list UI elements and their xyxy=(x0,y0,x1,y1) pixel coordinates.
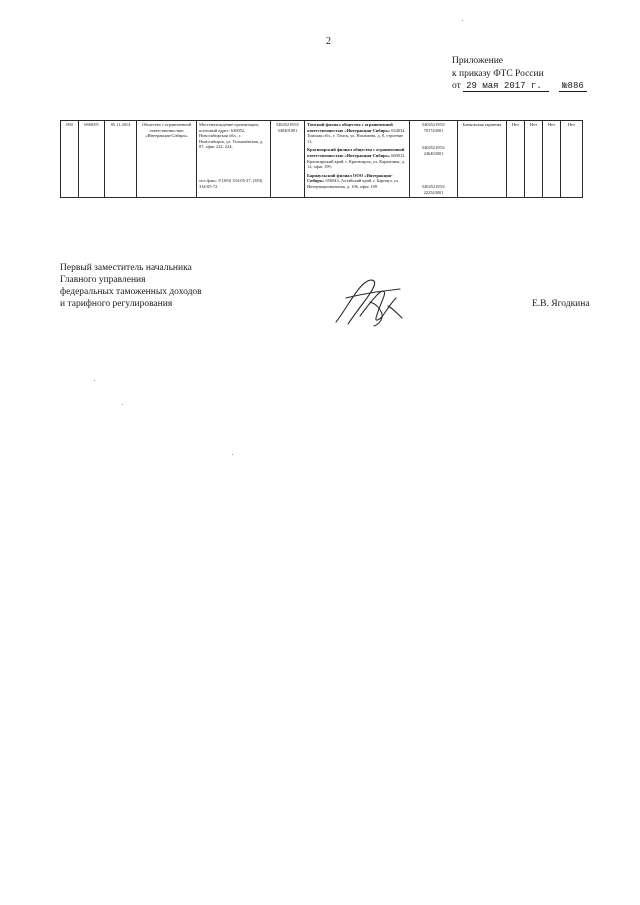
cell-branches xyxy=(305,121,410,198)
branch-barnaul xyxy=(307,173,407,190)
branch-address: 634034, Томская обл., г. Томск, ул. Нахимова, д. 8, строение 11; xyxy=(307,127,406,144)
cell-flag: Нет xyxy=(525,121,543,198)
signatory-title-line: и тарифного регулирования xyxy=(60,299,173,309)
signatory-title-line: федеральных таможенных доходов xyxy=(60,287,202,297)
appendix-header xyxy=(452,55,587,93)
branch-name: Барнаульский филиал ООО «Интеракция-Сибирь» xyxy=(307,172,393,184)
appendix-number: №886 xyxy=(559,81,587,92)
scan-speck xyxy=(232,454,233,455)
cell-inn-kpp: 5404521953/ 540401001 xyxy=(271,121,305,198)
signatory-title-line: Первый заместитель начальника xyxy=(60,263,192,273)
signatory-name: Е.В. Ягодкина xyxy=(532,299,590,309)
appendix-prefix: от xyxy=(452,81,461,91)
cell-flag: Нет xyxy=(507,121,525,198)
cell-num: 690 xyxy=(61,121,79,198)
cell-reg-number: 0690/05 xyxy=(79,121,105,198)
cell-date: 05.11.2014 xyxy=(105,121,137,198)
scan-speck xyxy=(94,380,95,381)
branch-inn-kpp: 5404521953/ 701743001 xyxy=(421,122,446,133)
phone-text: тел./факс: 8 (383) 334-05-27, (383) 334-05-72 xyxy=(199,177,263,189)
scan-speck xyxy=(122,404,123,405)
branch-address: 660012, Красноярский край, г. Красноярск, ул. Карамзина, д. 12, офис 199; xyxy=(307,152,406,170)
branch-tomsk xyxy=(307,122,407,144)
appendix-order-reference: к приказу ФТС России xyxy=(452,68,544,79)
table-row xyxy=(61,121,583,198)
cell-branch-inn-kpp xyxy=(410,121,458,198)
page-number: 2 xyxy=(326,36,331,47)
address-text: Местонахождение организации, почтовый адрес: 630052, Новосибирская обл., г. Новосибирск, ул. Толмачёвская, д. 87, офис 222, 224; xyxy=(199,122,264,150)
appendix-date: 29 мая 2017 г. xyxy=(463,81,549,92)
branch-krasnoyarsk xyxy=(307,147,407,169)
signatory-title xyxy=(60,262,202,310)
cell-flag: Нет xyxy=(561,121,583,198)
handwritten-signature xyxy=(330,272,408,330)
registry-table xyxy=(60,120,583,198)
branch-address: 656043, Алтайский край, г. Барнаул, ул. Интернациональная, д. 106, офис 109 xyxy=(307,178,400,189)
cell-flag: Нет xyxy=(543,121,561,198)
cell-org-name: Общество с ограниченной ответственностью «Интеракция-Сибирь» xyxy=(137,121,197,198)
branch-name: Томский филиал общества с ограниченной ответственностью «Интеракция-Сибирь» xyxy=(307,122,393,133)
branch-name: Красноярский филиал общества с ограниченной ответственностью «Интеракция-Сибирь» xyxy=(307,147,405,158)
branch-inn-kpp: 5404521953/ 222543001 xyxy=(421,184,446,195)
cell-security: Банковская гарантия xyxy=(458,121,507,198)
appendix-title: Приложение xyxy=(452,56,503,66)
appendix-date-line xyxy=(452,80,587,93)
scan-speck xyxy=(462,20,463,21)
branch-inn-kpp: 5404521953/ 246403001 xyxy=(421,145,446,156)
signatory-title-line: Главного управления xyxy=(60,275,146,285)
cell-address xyxy=(197,121,271,198)
